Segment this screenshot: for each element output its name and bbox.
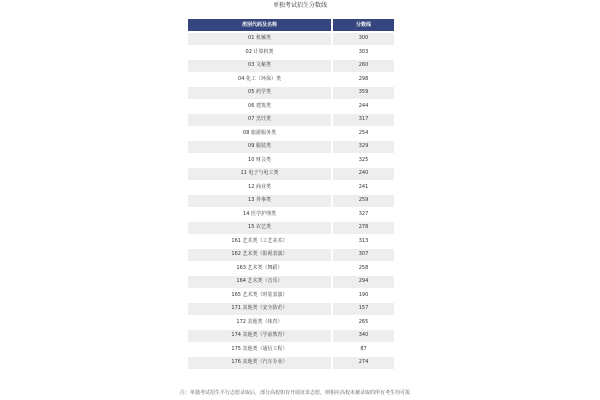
table-row xyxy=(188,317,394,329)
score-cell: 329 xyxy=(333,141,394,153)
score-cell: 244 xyxy=(333,101,394,113)
score-cell: 278 xyxy=(333,222,394,234)
score-cell: 300 xyxy=(333,33,394,45)
category-cell: 162 艺术类（影视表演） xyxy=(188,249,333,261)
category-cell: 163 艺术类（舞蹈） xyxy=(188,263,333,275)
score-cell: 340 xyxy=(333,330,394,342)
score-cell: 157 xyxy=(333,303,394,315)
category-cell: 08 旅游服务类 xyxy=(188,128,333,140)
table-header-row xyxy=(188,19,394,31)
score-cell: 87 xyxy=(333,344,394,356)
table-row xyxy=(188,87,394,99)
header-score: 分数线 xyxy=(333,19,394,31)
table-row xyxy=(188,195,394,207)
category-cell: 171 其他类（安全防范） xyxy=(188,303,333,315)
table-row xyxy=(188,60,394,72)
score-cell: 274 xyxy=(333,357,394,369)
table-row xyxy=(188,263,394,275)
score-cell: 258 xyxy=(333,263,394,275)
score-cell: 265 xyxy=(333,317,394,329)
table-row xyxy=(188,155,394,167)
table-row xyxy=(188,249,394,261)
score-cell: 303 xyxy=(333,47,394,59)
table-row xyxy=(188,74,394,86)
table-row xyxy=(188,141,394,153)
score-cell: 240 xyxy=(333,168,394,180)
score-cell: 298 xyxy=(333,74,394,86)
category-cell: 14 医学护理类 xyxy=(188,209,333,221)
score-cell: 294 xyxy=(333,276,394,288)
category-cell: 176 其他类（汽车专业） xyxy=(188,357,333,369)
table-row xyxy=(188,303,394,315)
category-cell: 172 其他类（体育） xyxy=(188,317,333,329)
table-row xyxy=(188,290,394,302)
category-cell: 06 建筑类 xyxy=(188,101,333,113)
table-row xyxy=(188,222,394,234)
score-cell: 260 xyxy=(333,60,394,72)
score-table xyxy=(188,17,394,371)
table-row xyxy=(188,128,394,140)
score-cell: 259 xyxy=(333,195,394,207)
category-cell: 165 艺术类（时装表演） xyxy=(188,290,333,302)
category-cell: 11 电子与电工类 xyxy=(188,168,333,180)
table-body xyxy=(188,33,394,369)
category-cell: 07 烹饪类 xyxy=(188,114,333,126)
category-cell: 03 文秘类 xyxy=(188,60,333,72)
page-title: 单独考试招生分数线 xyxy=(272,2,327,9)
category-cell: 04 化工（环保）类 xyxy=(188,74,333,86)
category-cell: 09 服装类 xyxy=(188,141,333,153)
table-row xyxy=(188,357,394,369)
score-cell: 359 xyxy=(333,87,394,99)
category-cell: 01 机械类 xyxy=(188,33,333,45)
score-cell: 307 xyxy=(333,249,394,261)
score-cell: 313 xyxy=(333,236,394,248)
table-row xyxy=(188,209,394,221)
score-cell: 325 xyxy=(333,155,394,167)
category-cell: 05 药学类 xyxy=(188,87,333,99)
category-cell: 174 其他类（学前教育） xyxy=(188,330,333,342)
table-row xyxy=(188,101,394,113)
category-cell: 161 艺术类（工艺美术） xyxy=(188,236,333,248)
score-cell: 190 xyxy=(333,290,394,302)
table-row xyxy=(188,182,394,194)
footnote: 注：单独考试招生平行志愿录取后，部分高校如有开展征求志愿，则相应高校未被录取的所有考生均可报 xyxy=(180,390,411,396)
table-row xyxy=(188,33,394,45)
category-cell: 15 农艺类 xyxy=(188,222,333,234)
category-cell: 02 计算机类 xyxy=(188,47,333,59)
category-cell: 10 财会类 xyxy=(188,155,333,167)
header-category: 类别代码及名称 xyxy=(188,19,333,31)
table-row xyxy=(188,47,394,59)
table-row xyxy=(188,168,394,180)
table-row xyxy=(188,344,394,356)
table-row xyxy=(188,330,394,342)
category-cell: 175 其他类（通信工程） xyxy=(188,344,333,356)
category-cell: 13 外事类 xyxy=(188,195,333,207)
table-row xyxy=(188,114,394,126)
score-cell: 241 xyxy=(333,182,394,194)
category-cell: 164 艺术类（音乐） xyxy=(188,276,333,288)
score-cell: 254 xyxy=(333,128,394,140)
score-cell: 327 xyxy=(333,209,394,221)
table-row xyxy=(188,276,394,288)
category-cell: 12 商业类 xyxy=(188,182,333,194)
table-row xyxy=(188,236,394,248)
score-cell: 317 xyxy=(333,114,394,126)
